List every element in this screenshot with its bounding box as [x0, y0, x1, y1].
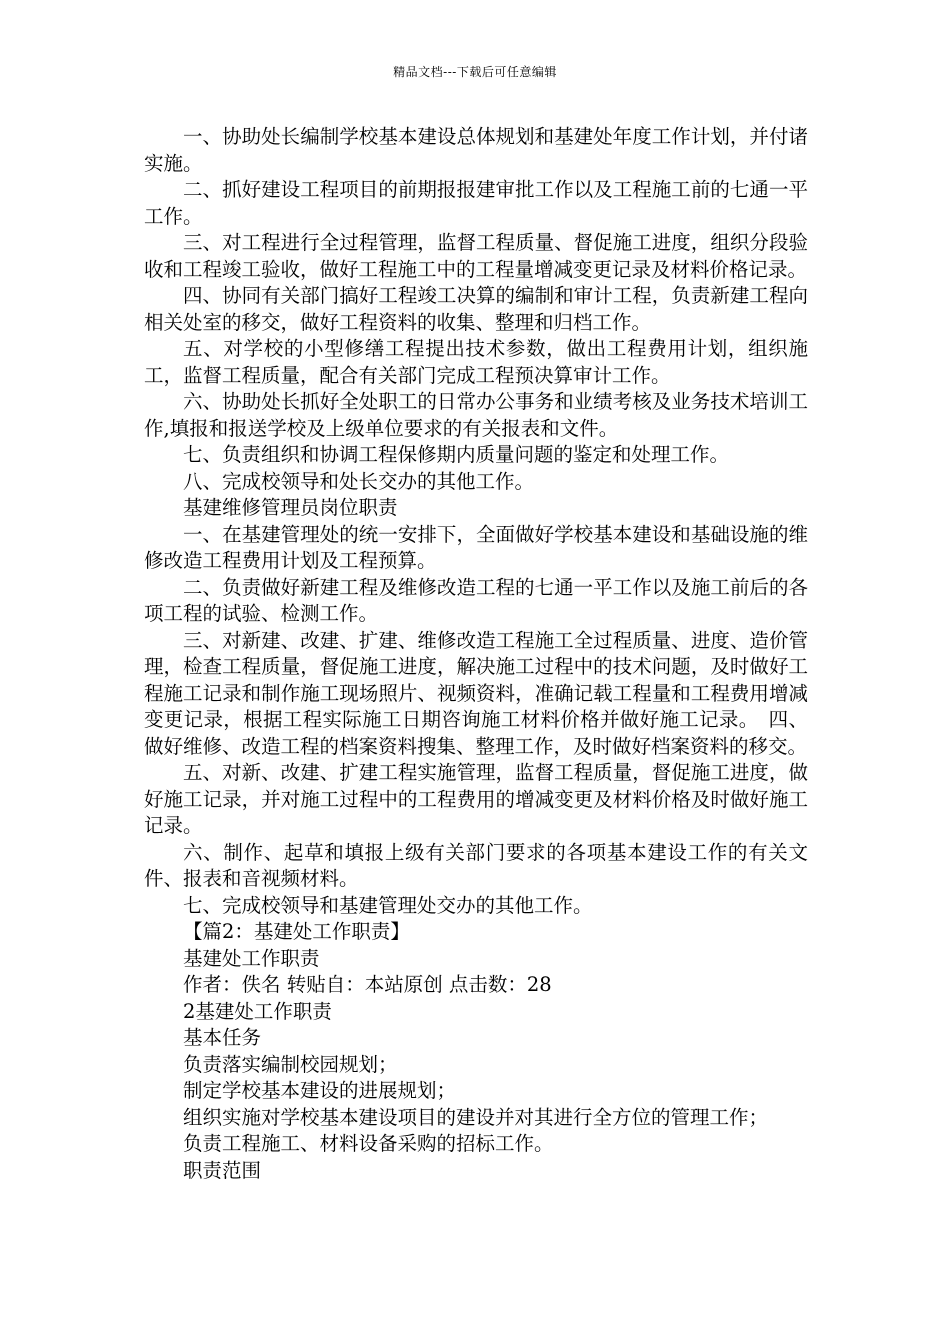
article-subtitle: 2基建处工作职责 [183, 999, 332, 1023]
list-item: 组织实施对学校基本建设项目的建设并对其进行全方位的管理工作； [183, 1105, 769, 1129]
list-item: 负责工程施工、材料设备采购的招标工作。 [183, 1132, 554, 1155]
section-heading: 基本任务 [183, 1026, 262, 1049]
paragraph: 六、制作、起草和填报上级有关部门要求的各项基本建设工作的有关文件、报表和音视频材料。 [144, 840, 808, 890]
paragraph: 五、对学校的小型修缮工程提出技术参数，做出工程费用计划，组织施工，监督工程质量，配合有关部门完成工程预决算审计工作。 [144, 337, 808, 387]
paragraph: 六、协助处长抓好全处职工的日常办公事务和业绩考核及业务技术培训工作,填报和报送学校及上级单位要求的有关报表和文件。 [144, 390, 808, 440]
paragraph: 三、对新建、改建、扩建、维修改造工程施工全过程质量、进度、造价管理，检查工程质量，督促施工进度，解决施工过程中的技术问题，及时做好工程施工记录和制作施工现场照片、视频资料，准确记载工程量和工程费用增减变更记录，根据工程实际施工日期咨询施工材料价格并做好施工记录。 四、做好维修、改造工程的档案资料搜集、整理工作，及时做好档案资料的移交。 [144, 628, 808, 758]
paragraph: 五、对新、改建、扩建工程实施管理，监督工程质量，督促施工进度，做好施工记录，并对施工过程中的工程费用的增减变更及材料价格及时做好施工记录。 [144, 761, 808, 837]
paragraph: 七、完成校领导和基建管理处交办的其他工作。 [183, 893, 593, 917]
article-title: 基建处工作职责 [183, 946, 320, 970]
paragraph: 八、完成校领导和处长交办的其他工作。 [183, 469, 535, 493]
paragraph: 二、负责做好新建工程及维修改造工程的七通一平工作以及施工前后的各项工程的试验、检测工作。 [144, 575, 808, 625]
paragraph: 四、协同有关部门搞好工程竣工决算的编制和审计工程，负责新建工程向相关处室的移交，做好工程资料的收集、整理和归档工作。 [144, 284, 808, 334]
paragraph: 一、在基建管理处的统一安排下，全面做好学校基本建设和基础设施的维修改造工程费用计划及工程预算。 [144, 522, 808, 572]
document-body [144, 124, 808, 1184]
article-heading: 【篇2：基建处工作职责】 [183, 920, 410, 943]
article-meta: 作者：佚名 转贴自：本站原创 点击数：28 [183, 973, 552, 996]
section-heading: 职责范围 [183, 1158, 262, 1182]
page-header: 精品文档---下载后可任意编辑 [393, 65, 557, 79]
paragraph: 七、负责组织和协调工程保修期内质量问题的鉴定和处理工作。 [183, 443, 730, 466]
list-item: 负责落实编制校园规划； [183, 1052, 398, 1076]
paragraph: 二、抓好建设工程项目的前期报报建审批工作以及工程施工前的七通一平工作。 [144, 178, 808, 228]
paragraph: 一、协助处长编制学校基本建设总体规划和基建处年度工作计划，并付诸实施。 [144, 125, 808, 175]
section-heading: 基建维修管理员岗位职责 [183, 496, 398, 519]
paragraph: 三、对工程进行全过程管理，监督工程质量、督促施工进度，组织分段验收和工程竣工验收，做好工程施工中的工程量增减变更记录及材料价格记录。 [144, 231, 808, 281]
list-item: 制定学校基本建设的进展规划； [183, 1079, 457, 1102]
